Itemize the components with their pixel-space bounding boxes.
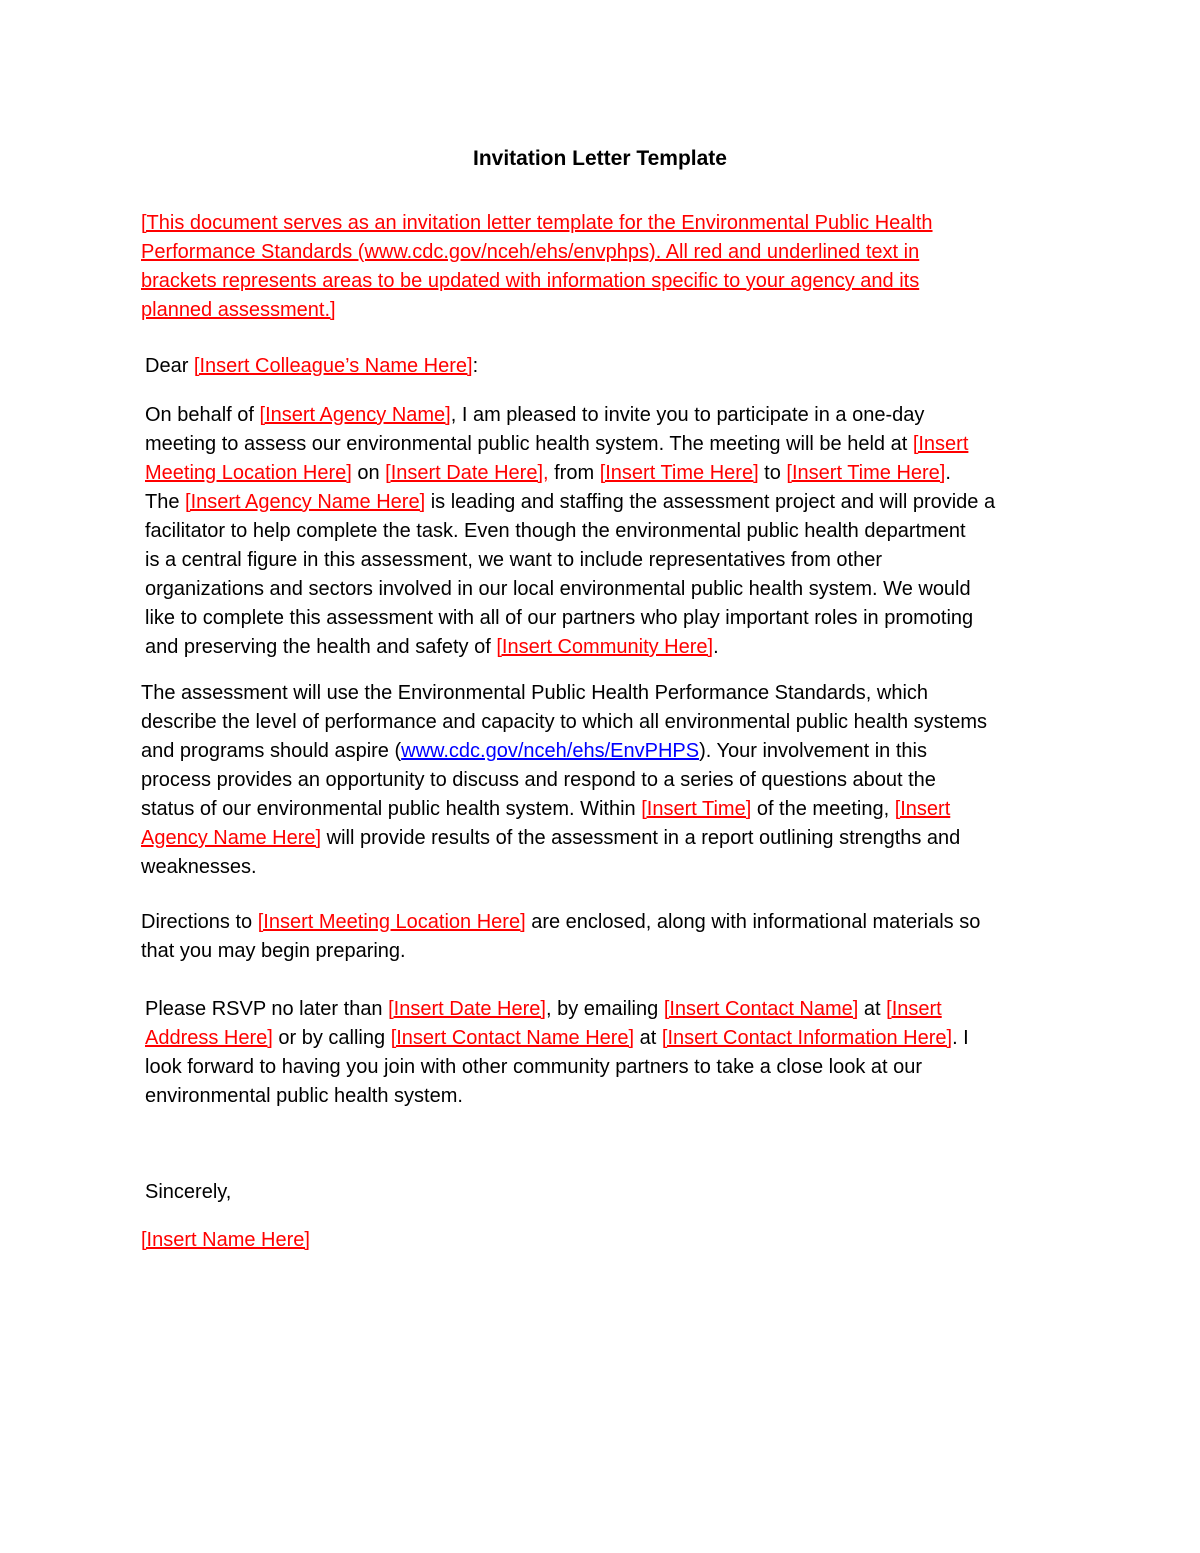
contact-name-placeholder: [Insert Contact Name]: [663, 998, 859, 1020]
text-run: Please RSVP no later than: [145, 998, 389, 1020]
salutation: [145, 352, 1045, 381]
end-time-placeholder: [Insert Time Here]: [786, 462, 946, 484]
body-paragraph-rsvp: [145, 995, 1065, 1111]
text-run: . I look forward to having you join with other community partners to take a close look at our environmental public health system.: [145, 1027, 969, 1107]
template-instructions-note: [This document serves as an invitation letter template for the Environmental Public Health Performance Standards (www.cdc.gov/nceh/ehs/envphps). All red and underlined text in brackets represents areas to be updated with information specific to your agency and its planned assessment.]: [141, 212, 933, 321]
text-run: , I am pleased to invite you to participate in a one-day meeting to assess our environmental public health system. The meeting will be held at: [145, 404, 925, 455]
agency-name-placeholder: [Insert Agency Name]: [259, 404, 451, 426]
start-time-placeholder: [Insert Time Here]: [599, 462, 759, 484]
time-placeholder: [Insert Time]: [641, 798, 752, 820]
contact-name-placeholder: [Insert Contact Name Here]: [390, 1027, 635, 1049]
text-run: will provide results of the assessment in a report outlining strengths and weaknesses.: [141, 827, 961, 878]
text-run: to: [758, 462, 787, 484]
meeting-location-placeholder: [Insert Meeting Location Here]: [145, 433, 969, 484]
text-run: On behalf of: [145, 404, 260, 426]
signature-placeholder: [141, 1226, 741, 1255]
address-placeholder: [Insert Address Here]: [145, 998, 942, 1049]
closing: Sincerely,: [145, 1181, 232, 1203]
page-title: Invitation Letter Template: [473, 147, 727, 170]
contact-information-placeholder: [Insert Contact Information Here]: [661, 1027, 953, 1049]
text-run: The assessment will use the Environmental Public Health Performance Standards, which describe the level of performance and capacity to which all environmental public health systems and programs should aspire (: [141, 682, 987, 762]
rsvp-date-placeholder: [Insert Date Here]: [388, 998, 546, 1020]
body-paragraph-directions: [141, 908, 1071, 966]
agency-name-placeholder: [Insert Agency Name Here]: [185, 491, 426, 513]
text-run: Directions to: [141, 911, 258, 933]
text-run: . The: [145, 462, 951, 513]
body-paragraph-standards: [141, 679, 1071, 882]
text-run: at: [858, 998, 887, 1020]
date-placeholder: [Insert Date Here],: [385, 462, 549, 484]
text-run: of the meeting,: [751, 798, 895, 820]
text-run: from: [548, 462, 600, 484]
salutation-prefix: Dear: [145, 355, 194, 377]
text-run: is leading and staffing the assessment project and will provide a facilitator to help complete the task. Even though the environmental public health department is a central figure in this assessment, we want to include representatives from other organizations and sectors involved in our local environmental public health system. We would like to complete this assessment with all of our partners who play important roles in promoting and preserving the health and safety of: [145, 491, 996, 658]
text-run: , by emailing: [545, 998, 664, 1020]
text-run: ). Your involvement in this process provides an opportunity to discuss and respond to a series of questions about the status of our environmental public health system. Within: [141, 740, 936, 820]
text-run: on: [351, 462, 386, 484]
colleague-name-placeholder: [Insert Colleague’s Name Here]: [193, 355, 473, 377]
text-run: .: [713, 636, 719, 658]
text-run: at: [634, 1027, 662, 1049]
text-run: or by calling: [272, 1027, 391, 1049]
meeting-location-placeholder: [Insert Meeting Location Here]: [257, 911, 526, 933]
envphps-link[interactable]: www.cdc.gov/nceh/ehs/EnvPHPS: [401, 740, 700, 762]
salutation-suffix: :: [472, 355, 479, 377]
community-placeholder: [Insert Community Here]: [496, 636, 714, 658]
sender-name-placeholder: [Insert Name Here]: [141, 1229, 310, 1251]
body-paragraph-invitation: [145, 401, 1065, 662]
agency-name-placeholder: [Insert Agency Name Here]: [141, 798, 951, 849]
text-run: are enclosed, along with informational materials so that you may begin preparing.: [141, 911, 981, 962]
